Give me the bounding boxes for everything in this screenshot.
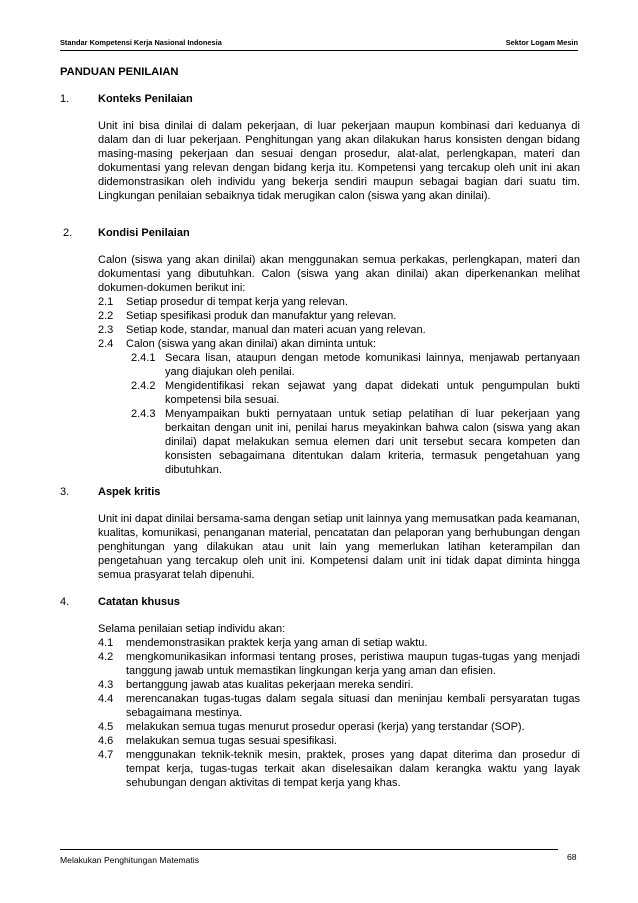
list-item-number: 2.4	[98, 338, 114, 350]
list-item-text: Setiap kode, standar, manual dan materi acuan yang relevan.	[126, 324, 426, 336]
list-item	[98, 678, 580, 692]
section-heading	[60, 227, 580, 243]
list-item-text: menggunakan teknik-teknik mesin, praktek, proses yang dapat diterima dan prosedur di tempat kerja, tugas-tugas terkait akan diselesaikan dalam kerangka waktu yang layak sehubungan dengan aktivitas di tempat kerja yang khas.	[126, 749, 580, 789]
list-item	[98, 720, 580, 734]
sub-list-item-number: 2.4.1	[131, 352, 156, 364]
list-item-number: 4.6	[98, 735, 114, 747]
header-left-text: Standar Kompetensi Kerja Nasional Indonesia	[60, 38, 222, 47]
section-aspek-kritis	[60, 486, 580, 582]
section-title: Aspek kritis	[98, 486, 161, 498]
section-paragraph: Unit ini dapat dinilai bersama-sama dengan setiap unit lainnya yang memusatkan pada keamanan, kualitas, komunikasi, penanganan material, pencatatan dan pelaporan yang berhubungan dengan penghitungan yang dilakukan atau unit lain yang memerlukan latihan keterampilan dan pengetahuan yang tercakup oleh unit ini. Kompetensi dalam unit ini tidak dapat diminta hingga semua prasyarat telah dipenuhi.	[98, 513, 580, 581]
list-item-text: Calon (siswa yang akan dinilai) akan diminta untuk:	[126, 338, 377, 350]
list-item-text: mengkomunikasikan informasi tentang proses, peristiwa maupun tugas-tugas yang menjadi tanggung jawab untuk memastikan lingkungan kerja yang aman dan efisien.	[126, 651, 580, 677]
list-item	[98, 323, 580, 337]
list-item-text: merencanakan tugas-tugas dalam segala situasi dan meninjau kembali persyaratan tugas sebagaimana mestinya.	[126, 693, 580, 719]
section-paragraph: Unit ini bisa dinilai di dalam pekerjaan, di luar pekerjaan maupun kombinasi dari keduanya di dalam dan di luar pekerjaan. Penghitungan yang akan dilakukan harus konsisten dengan bidang masing-masing pekerjaan dan sesuai dengan prosedur, alat-alat, perlengkapan, materi dan dokumentasi yang relevan dengan bidang kerja itu. Kompetensi yang tercakup oleh unit ini akan didemonstrasikan oleh individu yang bekerja sendiri maupun sebagai bagian dari suatu tim. Lingkungan penilaian sebaiknya tidak merugikan calon (siswa yang akan dinilai).	[98, 120, 580, 202]
list-item	[98, 295, 580, 309]
section-number: 2.	[63, 227, 73, 239]
page-header	[60, 38, 578, 50]
list-item	[98, 692, 580, 720]
section-title: Konteks Penilaian	[98, 93, 193, 105]
footer-title: Melakukan Penghitungan Matematis	[60, 855, 200, 865]
list-item-number: 4.2	[98, 651, 114, 663]
section-heading	[60, 93, 580, 109]
list-item-text: melakukan semua tugas menurut prosedur operasi (kerja) yang terstandar (SOP).	[126, 721, 525, 733]
list-item	[98, 734, 580, 748]
list-item-text: Setiap prosedur di tempat kerja yang relevan.	[126, 296, 348, 308]
list-item	[98, 636, 580, 650]
footer-divider	[60, 849, 558, 850]
sub-list-item-text: Mengidentifikasi rekan sejawat yang dapat didekati untuk pengumpulan bukti kompetensi bila sesuai.	[165, 380, 580, 406]
section-number: 3.	[60, 486, 70, 498]
section-konteks-penilaian	[60, 93, 580, 203]
page-number: 68	[567, 852, 577, 862]
list-item	[98, 650, 580, 678]
section-paragraph: Calon (siswa yang akan dinilai) akan menggunakan semua perkakas, perlengkapan, materi dan dokumentasi yang dibutuhkan. Calon (siswa yang akan dinilai) akan diperkenankan melihat dokumen-dokumen berikut ini:	[98, 254, 580, 294]
list-item-number: 4.5	[98, 721, 114, 733]
header-divider	[60, 50, 578, 51]
list-item-text: melakukan semua tugas sesuai spesifikasi.	[126, 735, 337, 747]
section-number: 1.	[60, 93, 70, 105]
list-item-number: 2.3	[98, 324, 114, 336]
list-item-number: 4.4	[98, 693, 114, 705]
list-item-text: bertanggung jawab atas kualitas pekerjaan mereka sendiri.	[126, 679, 414, 691]
list-item-number: 4.1	[98, 637, 114, 649]
list-item	[98, 309, 580, 323]
list-item-text: Setiap spesifikasi produk dan manufaktur yang relevan.	[126, 310, 397, 322]
list-item	[98, 337, 580, 351]
list-item-text: mendemonstrasikan praktek kerja yang aman di setiap waktu.	[126, 637, 428, 649]
list-item-number: 2.2	[98, 310, 114, 322]
section-catatan-khusus	[60, 596, 580, 790]
list-item-number: 4.7	[98, 749, 114, 761]
sub-list-item-text: Menyampaikan bukti pernyataan untuk setiap pelatihan di luar pekerjaan yang berkaitan dengan unit ini, penilai harus meyakinkan bahwa calon (siswa yang akan dinilai) dapat melakukan semua elemen dari unit tersebut secara kompeten dan konsisten sebagaimana ditentukan dalam kriteria, termasuk pengetahuan yang dibutuhkan.	[165, 408, 580, 476]
list-item	[98, 748, 580, 790]
sub-list-item-number: 2.4.2	[131, 380, 156, 392]
section-heading	[60, 486, 580, 502]
section-title: Kondisi Penilaian	[98, 227, 190, 239]
section-kondisi-penilaian	[60, 227, 580, 477]
header-right-text: Sektor Logam Mesin	[505, 38, 578, 47]
list-item-number: 2.1	[98, 296, 114, 308]
section-paragraph: Selama penilaian setiap individu akan:	[98, 623, 286, 635]
section-title: Catatan khusus	[98, 596, 180, 608]
page-title: PANDUAN PENILAIAN	[60, 66, 179, 78]
sub-list-item-text: Secara lisan, ataupun dengan metode komunikasi lainnya, menjawab pertanyaan yang diajukan oleh penilai.	[165, 352, 580, 378]
sub-list-item	[131, 379, 580, 407]
sub-list-item-number: 2.4.3	[131, 408, 156, 420]
section-number: 4.	[60, 596, 70, 608]
section-heading	[60, 596, 580, 612]
list-item-number: 4.3	[98, 679, 114, 691]
sub-list-item	[131, 407, 580, 477]
sub-list-item	[131, 351, 580, 379]
